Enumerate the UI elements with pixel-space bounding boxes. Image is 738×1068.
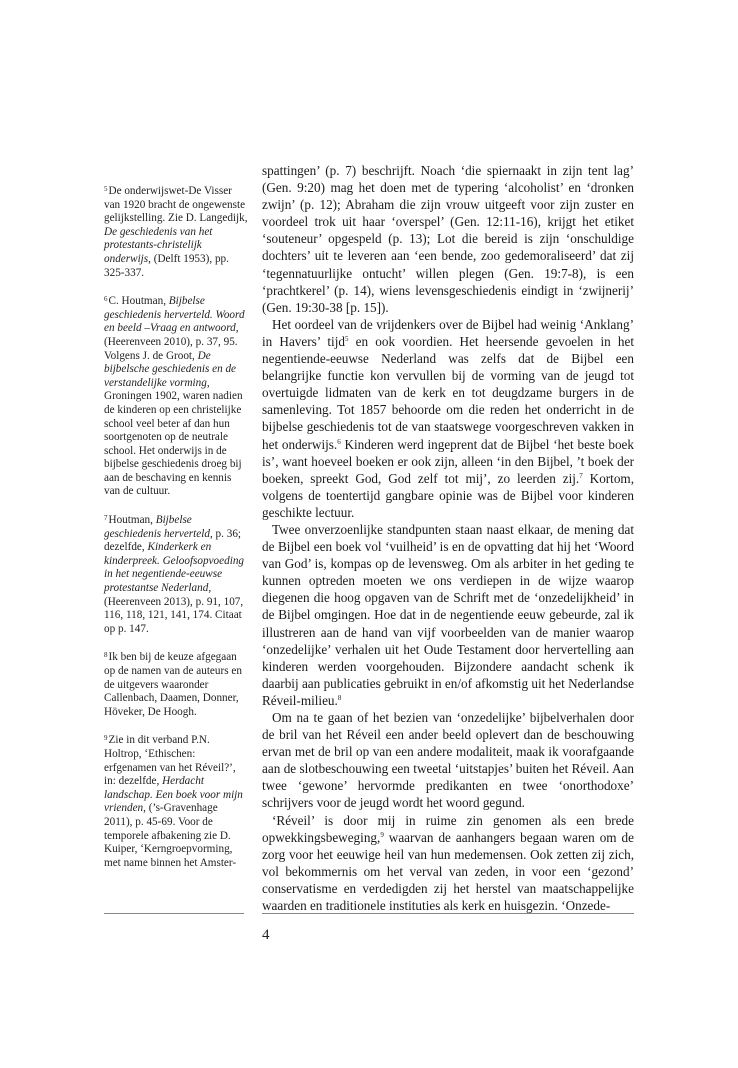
footnote-ref-9[interactable]: 9 — [380, 830, 384, 839]
paragraph-4: Om na te gaan of het bezien van ‘onzedelijke’ bijbelverhalen door de bril van het Réveil een ander beeld oplevert dan de beschouwing ervan met de bril op van een andere modaliteit, maak ik voorafgaande aan de slotbeschouwing een tweetal ‘uitstapjes’ buiten het Réveil. Aan twee ‘gewone’ hervormde predikanten en twee ‘onorthodoxe’ schrijvers voor de jeugd wordt het woord gegund. — [262, 710, 634, 811]
footnote-ref-8[interactable]: 8 — [337, 693, 342, 702]
paragraph-2: Het oordeel van de vrijdenkers over de Bijbel had weinig ‘Anklang’ in Havers’ tijd$^5$ en ook voordien. Het heersende gevoelen in het negentiende-eeuwse Nederland was zelfs dat de Bijbel een belangrijke functie kon vervullen bij de vorming van de jeugd tot overtuigde lidmaten van de kerk en tot deugdzame burgers in de samenleving. Tot 1857 behoorde om die reden het onderricht in de bijbelse geschiedenis tot de van staatswege voorgeschreven vakken in het onderwijs.$^6$ Kinderen werd ingeprent dat de Bijbel ‘het beste boek is’, want hoeveel boeken er ook zijn, alleen ‘in den Bijbel, ’t boek der boeken, spreekt God, God zelf tot mij’, zo leerden zij.$^7$ Kortom, volgens de toentertijd gangbare opinie was de Bijbel voor kinderen geschikte lectuur. — [262, 316, 634, 520]
footnote-ref-7[interactable]: 7 — [579, 471, 583, 480]
footnote-5: $^5$De onderwijswet-De Visser van 1920 bracht de ongewenste gelijkstelling. Zie D. Langedijk, De geschiedenis van het protestants-christelijk onderwijs, (Delft 1953), pp. 325-337. — [104, 185, 248, 279]
footnote-9: $^9$Zie in dit verband P.N. Holtrop, ‘Ethischen: erfgenamen van het Réveil?’, in: dezelfde, Herdacht landschap. Een boek voor mijn vrienden, (’s-Gravenhage 2011), p. 45-69. Voor de temporele afbakening zie D. Kuiper, ‘Kerngroepvorming, met name binnen het Amster- — [104, 734, 243, 869]
footnote-ref-5[interactable]: 5 — [344, 334, 349, 343]
footnotes-bottom-rule — [104, 913, 244, 914]
footnote-8: $^8$Ik ben bij de keuze afgegaan op de namen van de auteurs en de uitgevers waaronder Callenbach, Daamen, Donner, Höveker, De Hoogh. — [104, 651, 242, 718]
paragraph-3: Twee onverzoenlijke standpunten staan naast elkaar, de mening dat de Bijbel een boek vol ‘vuilheid’ is en de opvatting dat hij het ‘Woord van God’ is, kompas op de levensweg. Om als arbiter in het geding te kunnen optreden moeten we ons verdiepen in de wijze waarop diegenen die hoog opgaven van de Schrift met de ‘onzedelijkheid’ in de Bijbel omgingen. Hoe dat in de negentiende eeuw gebeurde, zal ik illustreren aan de hand van vijf voorbeelden van de manier waarop ‘onzedelijke’ verhalen uit het Oude Testament door hervertelling aan kinderen werden voorgehouden. Bijzondere aandacht schenk ik daarbij aan publicaties gebruikt in en/of afkomstig uit het Nederlandse Réveil-milieu.$^8$ — [262, 521, 634, 708]
footnotes-column — [104, 183, 248, 883]
main-text — [262, 162, 634, 914]
footnote-7: $^7$Houtman, Bijbelse geschiedenis herverteld, p. 36; dezelfde, Kinderkerk en kinderpreek. Geloofsopvoeding in het negentiende-eeuwse protestantse Nederland, (Heerenveen 2013), p. 91, 107, 116, 118, 121, 141, 174. Citaat op p. 147. — [104, 514, 245, 635]
paragraph-5: ‘Réveil’ is door mij in ruime zin genomen als een brede opwekkingsbeweging,$^9$ waarvan de aanhangers begaan waren om de zorg voor het eeuwige heil van hun medemensen. Ook zetten zij zich, vol bekommernis om het verval van zeden, in voor een ‘gezond’ conservatisme en verdedigden zij het herstel van maatschappelijke waarden en traditionele instituties als kerk en huisgezin. ‘Onzede- — [262, 812, 634, 914]
footnote-6: $^6$C. Houtman, Bijbelse geschiedenis herverteld. Woord en beeld –Vraag en antwoord, (Heerenveen 2010), p. 37, 95. Volgens J. de Groot, De bijbelsche geschiedenis en de verstandelijke vorming, Groningen 1902, waren nadien de kinderen op een christelijke school veel beter af dan hun soortgenoten op de neutrale school. Het onderwijs in de bijbelse geschiedenis droeg bij aan de beschaving en kennis van de cultuur. — [104, 295, 245, 498]
paragraph-1: spattingen’ (p. 7) beschrijft. Noach ‘die spiernaakt in zijn tent lag’ (Gen. 9:20) mag het doen met de typering ‘alcoholist’ en ‘dronken zwijn’ (p. 12); Abraham die zijn vrouw uitgeeft voor zijn zuster en voordeel trok uit haar ‘overspel’ (Gen. 12:11-16), krijgt het etiket ‘souteneur’ opgespeld (p. 13); Lot die bereid is zijn ‘onschuldige dochters’ uit te leveren aan ‘een bende, zoo gedemoraliseerd’ dat zij ‘tegennatuurlijke ontucht’ willen plegen (Gen. 19:7-8), is een ‘prachtkerel’ (p. 14), wiens levensgeschiedenis eindigt in ‘zwijnerij’ (Gen. 19:30-38 [p. 15]). — [262, 163, 634, 315]
page-number: 4 — [262, 927, 270, 943]
text-bottom-rule — [262, 913, 634, 914]
footnote-ref-6[interactable]: 6 — [337, 437, 341, 446]
